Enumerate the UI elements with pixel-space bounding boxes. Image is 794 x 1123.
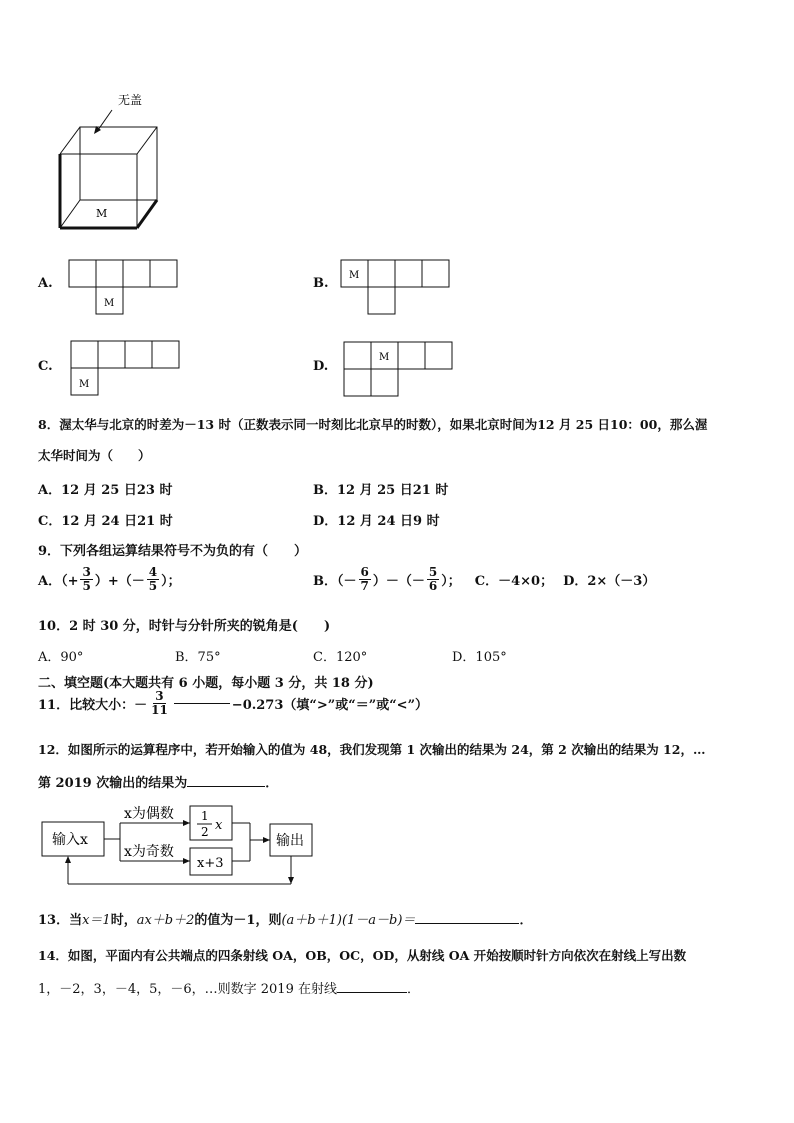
q10-option-d: D．105° [452, 650, 507, 665]
q7-option-a-key: A. [38, 276, 53, 291]
q14-answer-blank[interactable] [337, 992, 407, 993]
q12-flowchart [40, 802, 320, 896]
q7-option-c-key: C. [38, 359, 53, 374]
q10-option-a: A．90° [38, 650, 84, 665]
q8-stem-line1: 8．渥太华与北京的时差为－13 时（正数表示同一时刻比北京早的时数），如果北京时间为12 月 25 日10：00，那么渥 [38, 417, 708, 432]
q12-line1: 12．如图所示的运算程序中，若开始输入的值为 48，我们发现第 1 次输出的结果为 24，第 2 次输出的结果为 12，… [38, 742, 706, 757]
q8-option-d: D．12 月 24 日9 时 [313, 514, 440, 529]
svg-text:M: M [104, 298, 115, 309]
svg-text:x: x [215, 818, 223, 833]
q14-line1: 14．如图，平面内有公共端点的四条射线 OA，OB，OC，OD，从射线 OA 开始按顺时针方向依次在射线上写出数 [38, 948, 687, 963]
flow-input-label: 输入x [52, 832, 88, 848]
cube-face-label: M [96, 207, 108, 220]
q13-answer-blank[interactable] [415, 923, 519, 924]
q12-line2: 第 2019 次输出的结果为 ． [38, 776, 279, 791]
cube-figure [50, 90, 170, 235]
q9-option-a: A．（+ $\frac{3}{5}$ ）+（－ $\frac{4}{5}$ ）； [38, 565, 181, 594]
flow-odd-label: x为奇数 [124, 844, 174, 860]
q9-option-b: B．（－ $\frac{6}{7}$ ）－（－ $\frac{5}{6}$ ）； C．－4×0； D．2×（－3） [313, 565, 656, 594]
section-heading: 二、填空题(本大题共有 6 小题，每小题 3 分，共 18 分) [38, 676, 374, 691]
q8-option-b: B．12 月 25 日21 时 [313, 483, 449, 498]
svg-text:1: 1 [201, 809, 209, 823]
q12-answer-blank[interactable] [187, 786, 265, 787]
q11: 11．比较大小：－ $\frac{3}{11}$ −0.273（填“>”或“＝”或“<”） [38, 689, 429, 718]
q10-option-c: C．120° [313, 650, 368, 665]
q7-option-d-net [343, 341, 457, 403]
q14-line2: 1，－2，3，－4，5，－6，…则数字 2019 在射线 ． [38, 982, 420, 997]
flow-plus3-label: x+3 [197, 856, 224, 871]
q10-stem: 10．2 时 30 分，时针与分针所夹的锐角是( ) [38, 619, 331, 634]
q8-stem-line2: 太华时间为（ ） [38, 448, 151, 463]
q9-option-d: D．2×（－3） [563, 574, 656, 590]
q7-option-b-key: B. [313, 276, 329, 291]
q7-option-d-key: D. [313, 359, 329, 374]
q9-option-c: C．－4×0； [474, 574, 554, 590]
q9-stem: 9．下列各组运算结果符号不为负的有（ ） [38, 544, 308, 559]
q11-answer-blank[interactable] [174, 703, 230, 704]
q7-option-c-net [70, 340, 184, 402]
q8-option-a: A．12 月 25 日23 时 [38, 483, 173, 498]
q7-option-b-net [340, 259, 454, 321]
q8-option-c: C．12 月 24 日21 时 [38, 514, 173, 529]
q13: 13．当x＝1时，ax＋b＋2的值为－1，则(a＋b＋1)(1－a－b)＝ ． [38, 913, 533, 928]
svg-text:M: M [349, 270, 360, 281]
flow-even-label: x为偶数 [124, 806, 174, 822]
svg-text:2: 2 [201, 825, 209, 839]
q10-option-b: B．75° [175, 650, 221, 665]
flow-output-label: 输出 [276, 833, 304, 849]
svg-text:M: M [379, 352, 390, 363]
q7-option-a-net [68, 259, 182, 321]
svg-text:M: M [79, 379, 90, 390]
no-lid-label: 无盖 [118, 93, 143, 107]
